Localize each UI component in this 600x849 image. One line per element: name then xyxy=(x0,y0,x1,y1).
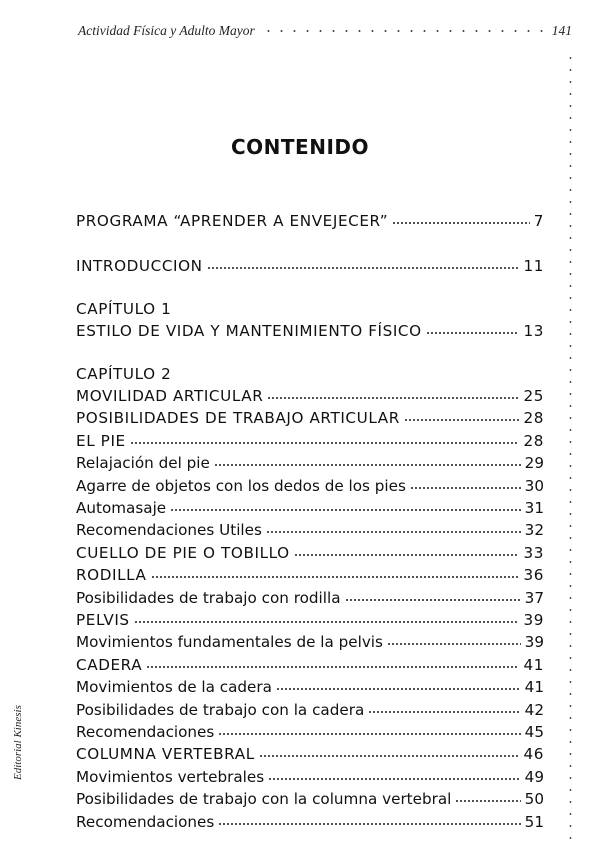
toc-entry-page: 28 xyxy=(523,409,544,428)
toc-entry-page: 29 xyxy=(524,454,544,473)
toc-entry-label: PROGRAMA “APRENDER A ENVEJECER” xyxy=(76,212,389,230)
toc-entry[interactable] xyxy=(76,743,544,765)
toc-entry[interactable] xyxy=(76,475,544,497)
toc-entry-label: Recomendaciones Utiles xyxy=(76,521,262,540)
toc-entry[interactable] xyxy=(76,407,544,429)
dot-leader xyxy=(266,531,521,533)
toc-entry-page: 41 xyxy=(524,678,544,697)
publisher-label: Editorial Kinesis xyxy=(12,705,24,780)
dot-leader xyxy=(151,576,520,578)
dot-leader xyxy=(268,778,521,780)
dot-leader xyxy=(455,800,520,802)
dot-leader xyxy=(218,733,520,735)
dot-leader xyxy=(146,666,519,668)
toc-entry[interactable] xyxy=(76,385,544,407)
toc-entry-label: Agarre de objetos con los dedos de los pies xyxy=(76,476,406,495)
toc-entry-label: MOVILIDAD ARTICULAR xyxy=(76,387,264,405)
toc-entry-estilo-de-vida[interactable] xyxy=(76,320,544,342)
toc-entry-label: Posibilidades de trabajo con la columna vertebral xyxy=(76,790,452,809)
toc-entry-label: COLUMNA VERTEBRAL xyxy=(76,745,255,764)
toc-entry-page: 36 xyxy=(523,566,544,585)
toc-entry-page: 28 xyxy=(523,431,544,450)
page-number: 141 xyxy=(551,23,572,38)
dot-leader xyxy=(259,755,520,757)
header-dot-leader xyxy=(262,30,545,32)
toc-entry-page: 13 xyxy=(523,322,544,340)
toc-entry-page: 11 xyxy=(523,257,544,275)
dot-leader xyxy=(207,267,520,269)
toc-entry[interactable] xyxy=(76,811,544,833)
toc-entry-page: 33 xyxy=(523,543,544,562)
toc-entry-label: ESTILO DE VIDA Y MANTENIMIENTO FÍSICO xyxy=(76,322,422,340)
toc-entry-label: INTRODUCCION xyxy=(76,257,203,275)
toc-entry-label: CADERA xyxy=(76,655,143,674)
page-title: CONTENIDO xyxy=(230,135,369,159)
toc-entry[interactable] xyxy=(76,654,544,676)
toc-entry-label: EL PIE xyxy=(76,431,126,450)
toc-entry[interactable] xyxy=(76,699,544,721)
dot-leader xyxy=(345,599,521,601)
dot-leader xyxy=(214,464,521,466)
toc-entry-page: 49 xyxy=(524,767,544,786)
toc-entry-page: 25 xyxy=(523,387,544,405)
dot-leader xyxy=(130,442,520,444)
toc-entry-page: 7 xyxy=(533,212,544,230)
toc-entry[interactable] xyxy=(76,497,544,519)
toc-entry[interactable] xyxy=(76,676,544,698)
book-title: Actividad Física y Adulto Mayor xyxy=(78,23,255,38)
dot-leader xyxy=(392,222,530,224)
dot-leader xyxy=(368,711,520,713)
toc-entry-page: 50 xyxy=(524,790,544,809)
toc-entry[interactable] xyxy=(76,766,544,788)
toc-entry-label: Posibilidades de trabajo con rodilla xyxy=(76,588,341,607)
toc-entry-page: 39 xyxy=(523,611,544,629)
margin-dot-rule xyxy=(569,52,572,847)
toc-entry-label: CUELLO DE PIE O TOBILLO xyxy=(76,543,290,562)
toc-entry-page: 46 xyxy=(523,745,544,764)
running-header xyxy=(78,23,572,39)
dot-leader xyxy=(387,643,521,645)
chapter-2-heading: CAPÍTULO 2 xyxy=(76,365,172,383)
toc-entry-page: 42 xyxy=(524,700,544,719)
toc-entry-page: 45 xyxy=(524,723,544,741)
toc-entry-label: Recomendaciones xyxy=(76,812,215,831)
toc-entry-label: POSIBILIDADES DE TRABAJO ARTICULAR xyxy=(76,409,400,428)
toc-entry-page: 39 xyxy=(524,633,544,652)
toc-entry-label: Movimientos vertebrales xyxy=(76,767,265,786)
dot-leader xyxy=(404,419,520,421)
dot-leader xyxy=(218,823,520,825)
toc-entry-label: Posibilidades de trabajo con la cadera xyxy=(76,700,365,719)
dot-leader xyxy=(410,487,521,489)
toc-entry[interactable] xyxy=(76,631,544,653)
toc-entry[interactable] xyxy=(76,609,544,631)
toc-entry-label: Automasaje xyxy=(76,499,167,517)
chapter-1-heading: CAPÍTULO 1 xyxy=(76,300,172,318)
toc-entry-page: 41 xyxy=(523,655,544,674)
toc-entry-page: 37 xyxy=(524,588,544,607)
dot-leader xyxy=(267,397,519,399)
dot-leader xyxy=(134,621,520,623)
dot-leader xyxy=(426,332,520,334)
toc-entry[interactable] xyxy=(76,788,544,810)
toc-entry[interactable] xyxy=(76,721,544,743)
dot-leader xyxy=(170,509,521,511)
toc-entry-label: RODILLA xyxy=(76,566,147,585)
toc-entry-label: Relajación del pie xyxy=(76,454,210,473)
toc-entry-label: PELVIS xyxy=(76,611,130,629)
toc-entry-page: 51 xyxy=(524,812,544,831)
toc-entry-label: Movimientos de la cadera xyxy=(76,678,272,697)
toc-entry[interactable] xyxy=(76,519,544,541)
toc-entry[interactable] xyxy=(76,564,544,586)
toc-entry-introduccion[interactable] xyxy=(76,255,544,277)
toc-entry-page: 32 xyxy=(524,521,544,540)
dot-leader xyxy=(294,554,520,556)
toc-entry[interactable] xyxy=(76,587,544,609)
toc-entry-label: Movimientos fundamentales de la pelvis xyxy=(76,633,383,652)
dot-leader xyxy=(276,688,521,690)
toc-entry-programa[interactable] xyxy=(76,210,544,232)
toc-entry-page: 30 xyxy=(524,476,544,495)
toc-entry-label: Recomendaciones xyxy=(76,723,215,741)
toc-entry[interactable] xyxy=(76,452,544,474)
toc-entry[interactable] xyxy=(76,430,544,452)
toc-entry-page: 31 xyxy=(524,499,544,517)
toc-entry[interactable] xyxy=(76,542,544,564)
